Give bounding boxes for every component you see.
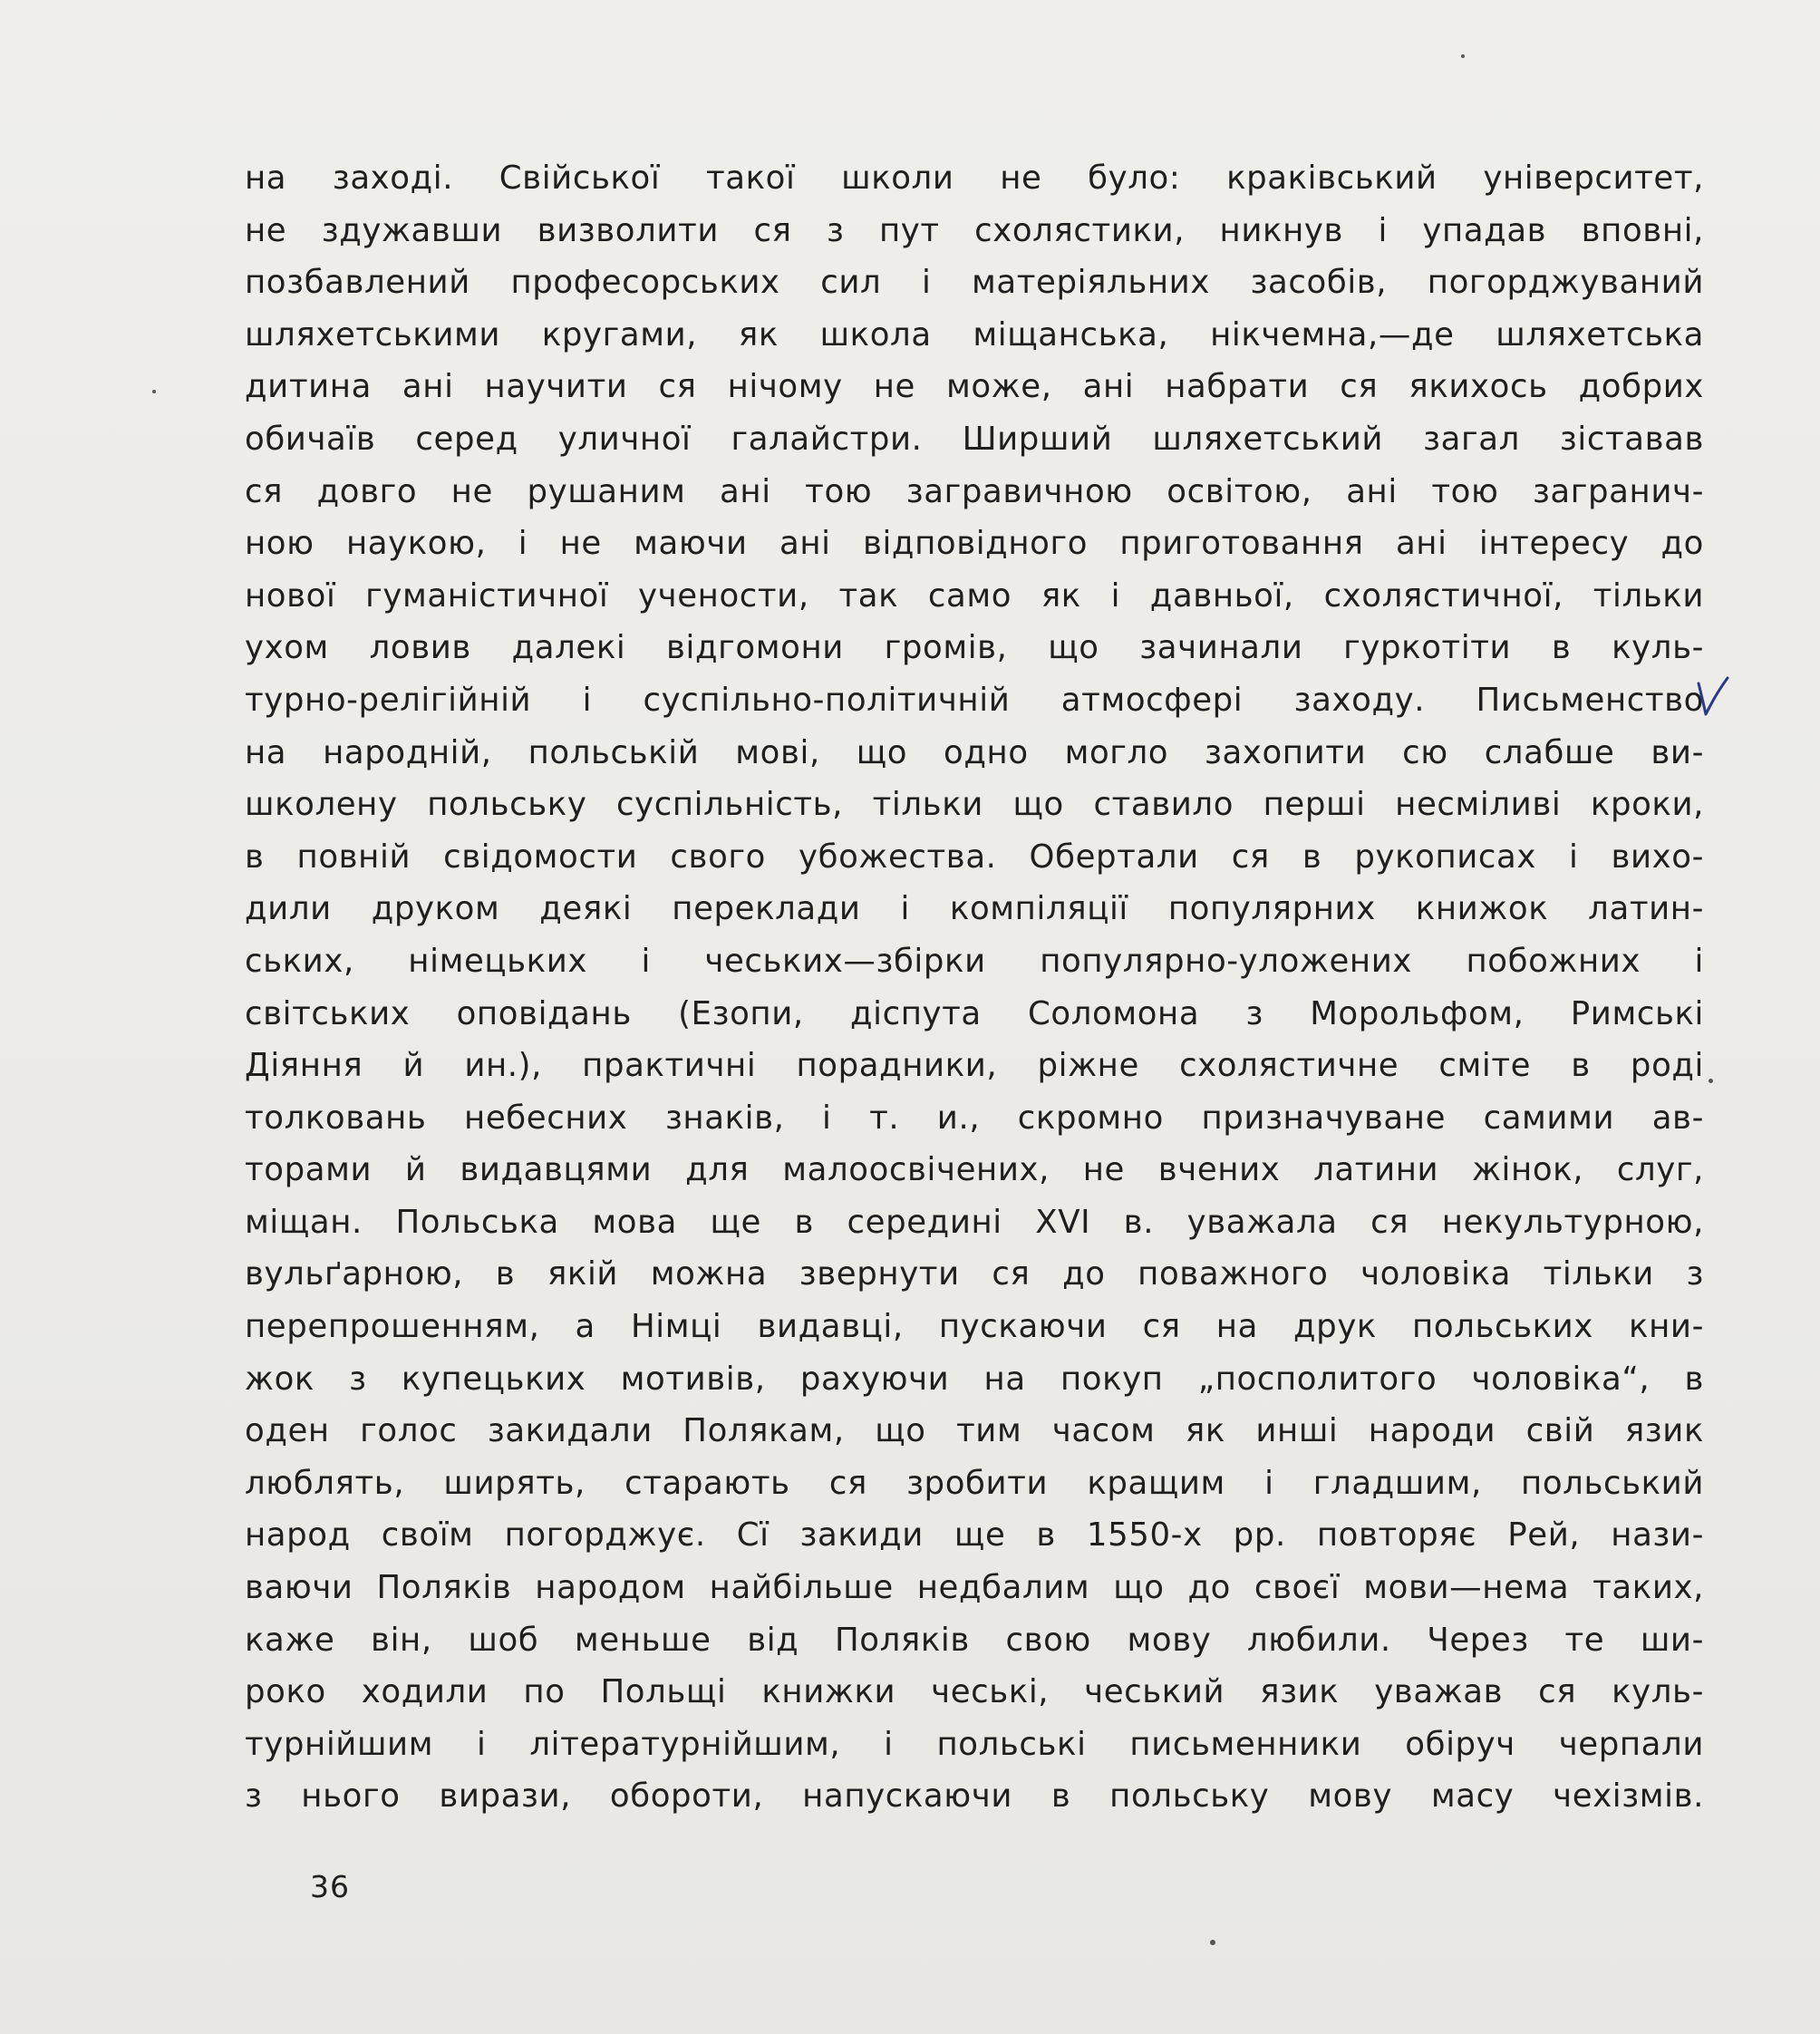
- text-line: роко ходили по Польщі книжки чеські, чеський язик уважав ся куль-: [245, 1673, 1704, 1711]
- text-line: ною наукою, і не маючи ані відповідного приготовання ані інтересу до: [245, 525, 1704, 563]
- text-line: каже він, шоб меньше від Поляків свою мову любили. Через те ши-: [245, 1621, 1704, 1659]
- dust-speck: [152, 390, 156, 393]
- text-line: торами й видавцями для малоосвічених, не вчених латини жінок, слуг,: [245, 1151, 1704, 1189]
- text-line: обичаїв серед уличної галайстри. Ширший шляхетський загал зіставав: [245, 420, 1704, 458]
- dust-speck: [1709, 1079, 1713, 1083]
- text-line: оден голос закидали Полякам, що тим часом як инші народи свій язик: [245, 1412, 1704, 1450]
- text-line: жок з купецьких мотивів, рахуючи на покуп „посполитого чоловіка“, в: [245, 1360, 1704, 1398]
- text-line: турно-релігійній і суспільно-політичній атмосфері заходу. Письменство: [245, 681, 1704, 719]
- body-text: [245, 152, 1704, 1823]
- text-line: міщан. Польська мова ще в середині XVI в. уважала ся некультурною,: [245, 1203, 1704, 1241]
- text-line: дили друком деякі переклади і компіляції популярних книжок латин-: [245, 890, 1704, 928]
- text-line: Діяння й ин.), практичні порадники, ріжне схолястичне сміте в роді: [245, 1047, 1704, 1085]
- text-line: вульґарною, в якій можна звернути ся до поважного чоловіка тільки з: [245, 1255, 1704, 1293]
- text-line: нової гуманістичної учености, так само як і давньої, схолястичної, тільки: [245, 576, 1704, 615]
- text-line: шляхетськими кругами, як школа міщанська, нікчемна,—де шляхетська: [245, 315, 1704, 354]
- text-line: позбавлений професорських сил і матеріяльних засобів, погорджуваний: [245, 264, 1704, 302]
- text-line: на народній, польській мові, що одно могло захопити сю слабше ви-: [245, 733, 1704, 771]
- handwritten-check-mark-icon: [1695, 674, 1731, 720]
- page-number: 36: [310, 1869, 350, 1904]
- text-line: школену польську суспільність, тільки що ставило перші несміливі кроки,: [245, 786, 1704, 824]
- text-line: не здужавши визволити ся з пут схолястики, никнув і упадав вповні,: [245, 211, 1704, 249]
- text-line: толковань небесних знаків, і т. и., скромно призначуване самими ав-: [245, 1099, 1704, 1137]
- text-line: люблять, ширять, старають ся зробити кращим і гладшим, польський: [245, 1464, 1704, 1502]
- text-line: перепрошенням, а Німці видавці, пускаючи ся на друк польських кни-: [245, 1308, 1704, 1346]
- text-line: народ своїм погорджує. Сї закиди ще в 1550-х рр. повторяє Рей, нази-: [245, 1516, 1704, 1555]
- dust-speck: [1210, 1940, 1215, 1945]
- text-line: в повній свідомости свого убожества. Обертали ся в рукописах і вихо-: [245, 838, 1704, 876]
- dust-speck: [1461, 54, 1465, 58]
- text-line: ваючи Поляків народом найбільше недбалим що до своєї мови—нема таких,: [245, 1569, 1704, 1607]
- text-line: дитина ані научити ся нічому не може, ані набрати ся якихось добрих: [245, 368, 1704, 406]
- text-line: світських оповідань (Езопи, діспута Соломона з Морольфом, Римські: [245, 994, 1704, 1032]
- text-line: на заході. Свійської такої школи не було: краківський університет,: [245, 160, 1704, 197]
- text-line: з нього вирази, обороти, напускаючи в польську мову масу чехізмів.: [245, 1777, 1704, 1816]
- text-line: ухом ловив далекі відгомони громів, що зачинали гуркотіти в куль-: [245, 629, 1704, 667]
- text-line: турнійшим і літературнійшим, і польські письменники обіруч черпали: [245, 1725, 1704, 1763]
- text-line: ських, німецьких і чеських—збірки популярно-уложених побожних і: [245, 942, 1704, 980]
- text-line: ся довго не рушаним ані тою загравичною освітою, ані тою загранич-: [245, 472, 1704, 510]
